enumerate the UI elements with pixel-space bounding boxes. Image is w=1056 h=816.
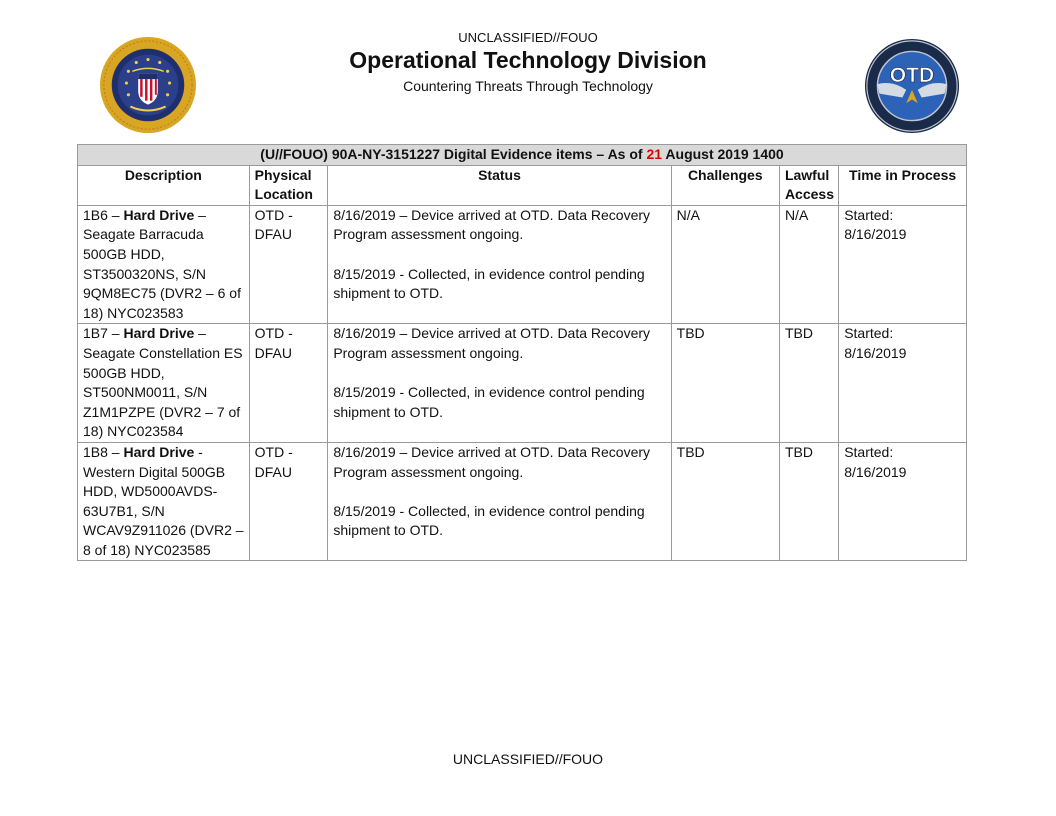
page-title: Operational Technology Division [349, 47, 707, 73]
cell-status: 8/16/2019 – Device arrived at OTD. Data Recovery Program assessment ongoing. 8/15/2019 - Collected, in evidence control pending shipment to OTD. [328, 324, 671, 443]
as-of-day-highlight: 21 [646, 146, 663, 162]
column-header-lawful-access: Lawful Access [779, 165, 838, 205]
cell-time-in-process: Started: 8/16/2019 [839, 205, 967, 324]
cell-description: 1B8 – Hard Drive - Western Digital 500GB HDD, WD5000AVDS-63U7B1, S/N WCAV9Z911026 (DVR2 – 8 of 18) NYC023585 [78, 442, 250, 561]
cell-lawful-access: TBD [779, 324, 838, 443]
table-row [78, 442, 967, 561]
cell-description: 1B7 – Hard Drive – Seagate Constellation ES 500GB HDD, ST500NM0011, S/N Z1M1PZPE (DVR2 – 7 of 18) NYC023584 [78, 324, 250, 443]
column-header-physical-location: Physical Location [249, 165, 328, 205]
table-header-row [78, 165, 967, 205]
svg-text:OTD: OTD [889, 64, 935, 88]
cell-status: 8/16/2019 – Device arrived at OTD. Data Recovery Program assessment ongoing. 8/15/2019 - Collected, in evidence control pending shipment to OTD. [328, 442, 671, 561]
classification-header: UNCLASSIFIED//FOUO [458, 30, 598, 45]
table-row [78, 324, 967, 443]
cell-lawful-access: N/A [779, 205, 838, 324]
cell-description: 1B6 – Hard Drive – Seagate Barracuda 500GB HDD, ST3500320NS, S/N 9QM8EC75 (DVR2 – 6 of 18) NYC023583 [78, 205, 250, 324]
cell-lawful-access: TBD [779, 442, 838, 561]
column-header-status: Status [328, 165, 671, 205]
evidence-table [77, 144, 967, 561]
cell-location: OTD - DFAU [249, 442, 328, 561]
cell-status: 8/16/2019 – Device arrived at OTD. Data Recovery Program assessment ongoing. 8/15/2019 - Collected, in evidence control pending shipment to OTD. [328, 205, 671, 324]
cell-location: OTD - DFAU [249, 324, 328, 443]
table-row [78, 205, 967, 324]
table-title-row [78, 145, 967, 166]
column-header-description: Description [78, 165, 250, 205]
cell-challenges: TBD [671, 324, 779, 443]
column-header-challenges: Challenges [671, 165, 779, 205]
cell-challenges: N/A [671, 205, 779, 324]
classification-footer: UNCLASSIFIED//FOUO [452, 751, 604, 767]
otd-seal-logo [862, 38, 962, 134]
table-title: (U//FOUO) 90A-NY-3151227 Digital Evidence items – As of 21 August 2019 1400 [78, 145, 967, 166]
page-subtitle: Countering Threats Through Technology [403, 78, 653, 94]
cell-time-in-process: Started: 8/16/2019 [839, 442, 967, 561]
column-header-time-in-process: Time in Process [839, 165, 967, 205]
cell-location: OTD - DFAU [249, 205, 328, 324]
cell-challenges: TBD [671, 442, 779, 561]
cell-time-in-process: Started: 8/16/2019 [839, 324, 967, 443]
